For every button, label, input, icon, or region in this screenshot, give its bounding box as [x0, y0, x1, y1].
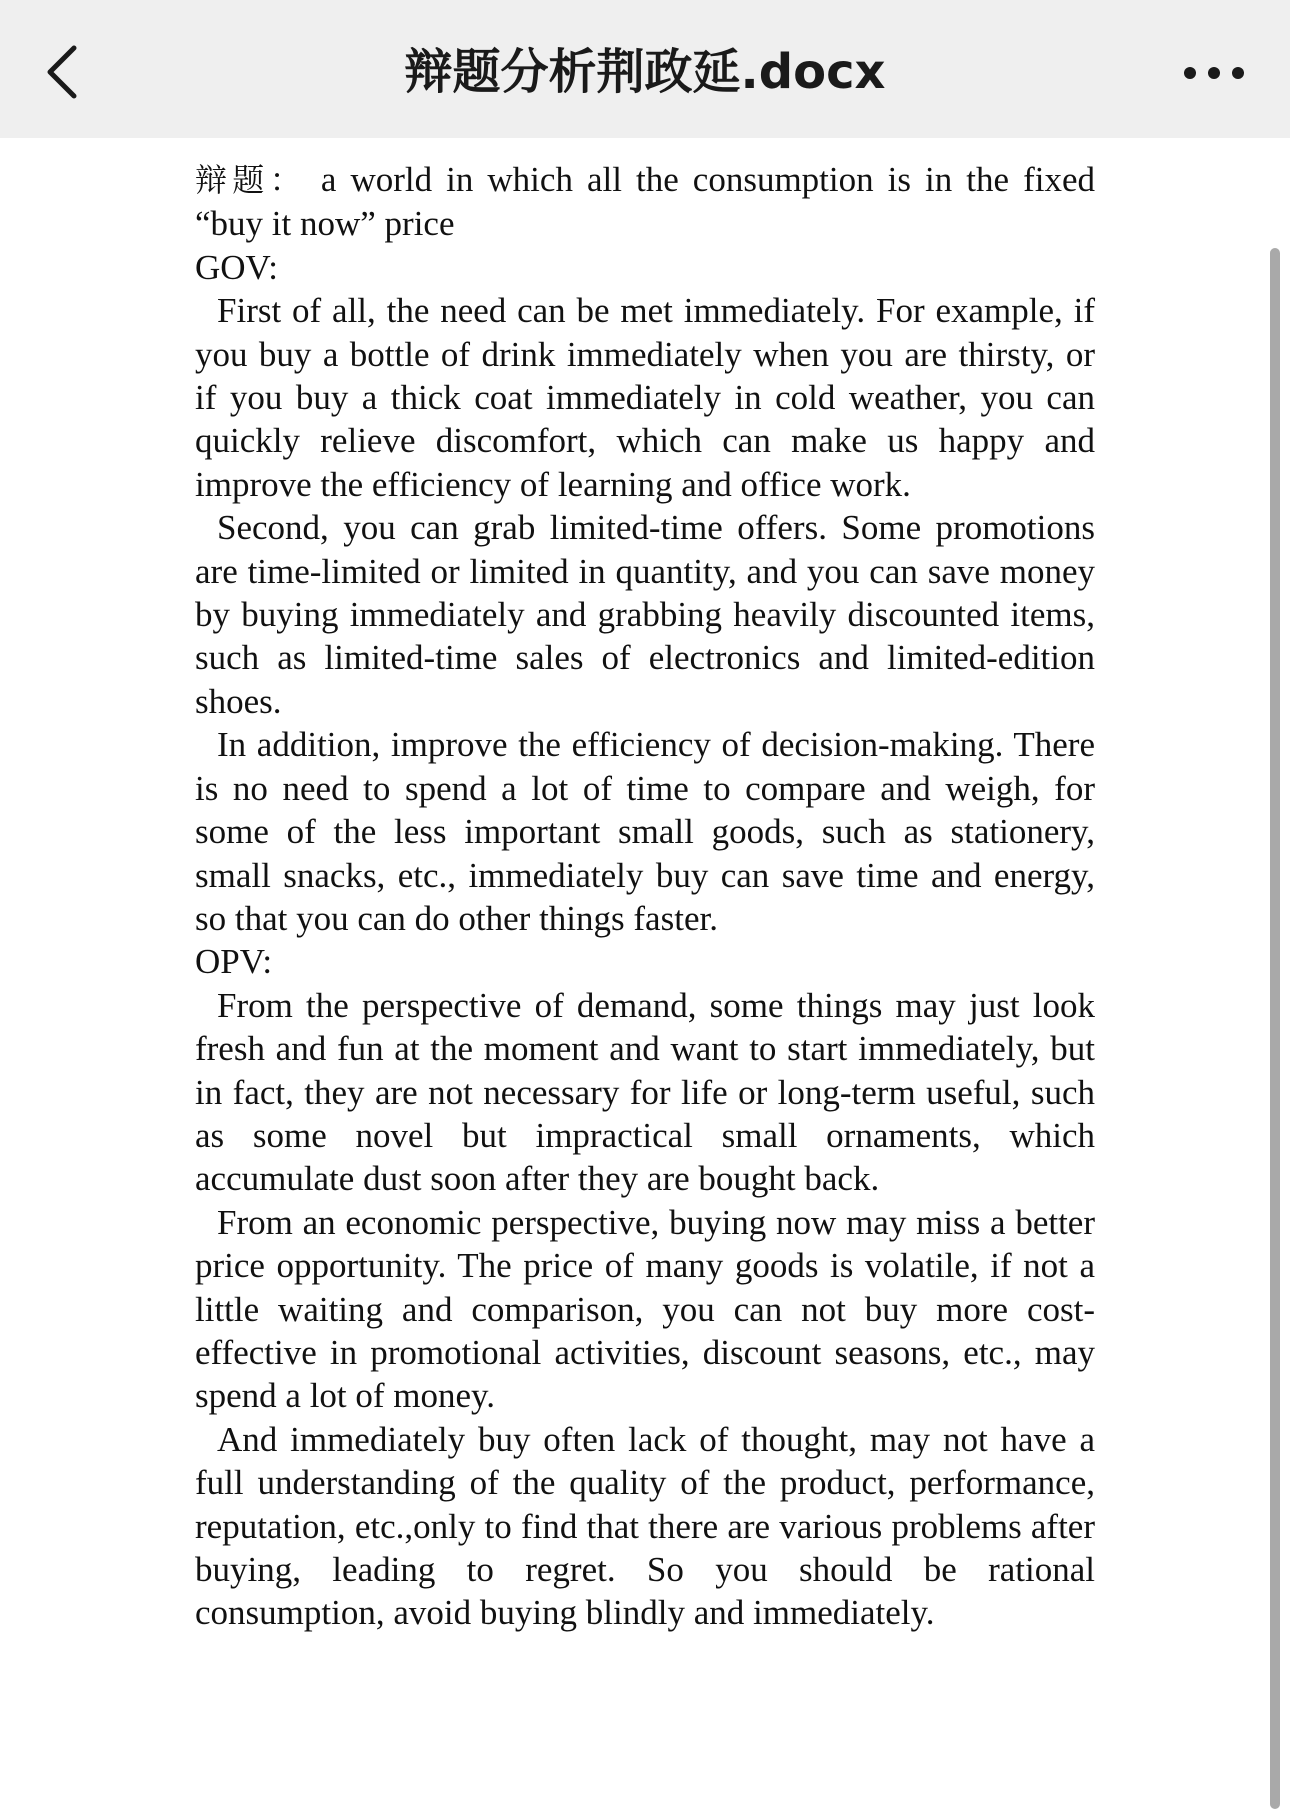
opv-point-2: From an economic perspective, buying now may miss a better price opportunity. The price of many goods is volatile, if not a little waiting and comparison, you can not buy more cost-effective in promotional activities, discount seasons, etc., may spend a lot of money. [195, 1202, 1095, 1416]
more-options-button[interactable] [1178, 55, 1250, 91]
document-body [195, 158, 1095, 1635]
gov-point-1: First of all, the need can be met immediately. For example, if you buy a bottle of drink immediately when you are thirsty, or if you buy a thick coat immediately in cold weather, you can quickly relieve discomfort, which can make us happy and improve the efficiency of learning and office work. [195, 291, 1095, 504]
chevron-left-icon [40, 40, 90, 105]
motion-label: 辩题： [195, 161, 307, 199]
opv-label: OPV: [195, 942, 273, 982]
motion-paragraph [195, 158, 1095, 246]
ellipsis-horizontal-icon [1178, 55, 1250, 91]
gov-label: GOV: [195, 247, 278, 287]
document-title: 辩题分析荆政延.docx [404, 44, 886, 100]
gov-point-2: Second, you can grab limited-time offers. Some promotions are time-limited or limited in quantity, and you can save money by buying immediately and grabbing heavily discounted items, such as limited-time sales of electronics and limited-edition shoes. [195, 508, 1095, 721]
opv-point-1: From the perspective of demand, some things may just look fresh and fun at the moment and want to start immediately, but in fact, they are not necessary for life or long-term useful, such as some novel but impractical small ornaments, which accumulate dust soon after they are bought back. [195, 985, 1095, 1199]
motion-text: a world in which all the consumption is in the fixed “buy it now” price [195, 160, 1095, 244]
top-bar [0, 0, 1290, 138]
scrollbar[interactable] [1270, 248, 1280, 1809]
opv-point-3: And immediately buy often lack of thought, may not have a full understanding of the quality of the product, performance, reputation, etc.,only to find that there are various problems after buying, leading to regret. So you should be rational consumption, avoid buying blindly and immediately. [195, 1419, 1095, 1633]
back-button[interactable] [40, 40, 90, 105]
gov-point-3: In addition, improve the efficiency of decision-making. There is no need to spend a lot of time to compare and weigh, for some of the less important small goods, such as stationery, small snacks, etc., immediately buy can save time and energy, so that you can do other things faster. [195, 725, 1095, 938]
